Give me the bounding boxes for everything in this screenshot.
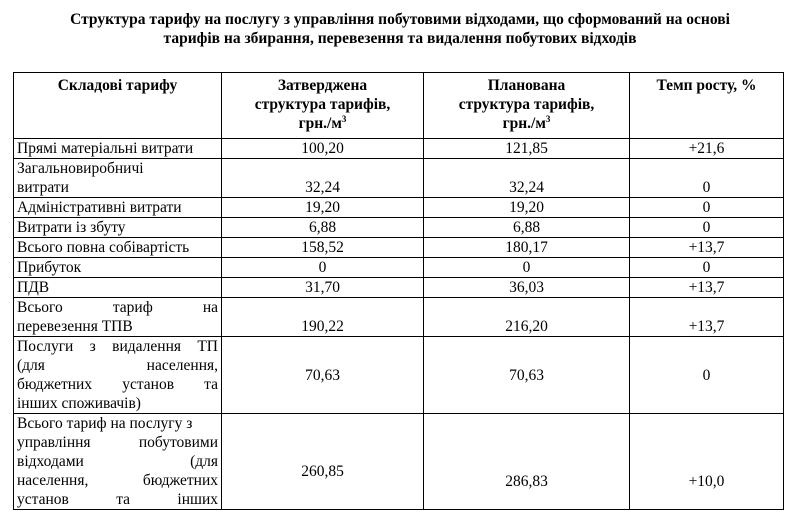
row-growth: 0: [630, 258, 784, 278]
table-header-row: [14, 73, 784, 139]
table-row: [14, 258, 784, 278]
row-name-line: Послуги з видалення ТП: [17, 338, 218, 355]
row-approved: 31,70: [222, 278, 424, 298]
row-name-line: управління побутовими: [17, 434, 218, 451]
row-approved: 0: [222, 258, 424, 278]
row-planned: 19,20: [424, 198, 630, 218]
header-planned: [424, 73, 630, 139]
header-growth-label: Темп росту, %: [656, 77, 757, 94]
row-name-line: населення, бюджетних: [17, 472, 218, 489]
row-planned: 70,63: [424, 337, 630, 414]
header-planned-line-3: [427, 114, 626, 133]
row-name: [14, 298, 222, 337]
header-planned-unit: грн./м: [502, 115, 546, 132]
row-approved: 32,24: [222, 159, 424, 198]
row-approved: 100,20: [222, 139, 424, 159]
row-approved: 190,22: [222, 298, 424, 337]
row-planned: 121,85: [424, 139, 630, 159]
row-planned: 286,83: [424, 414, 630, 510]
header-approved: [222, 73, 424, 139]
row-approved: 19,20: [222, 198, 424, 218]
row-name-line: перевезення ТПВ: [17, 318, 133, 335]
row-growth: +13,7: [630, 278, 784, 298]
row-name-line: Всього тариф на: [17, 299, 218, 316]
row-name-line: Всього тариф на послугу з: [17, 415, 193, 432]
header-planned-line-1: Планована: [487, 77, 566, 94]
row-name-line: бюджетних установ та: [17, 376, 218, 393]
row-growth: 0: [630, 218, 784, 238]
header-approved-line-3: [225, 114, 420, 133]
title-line-1: Структура тарифу на послугу з управління побутовими відходами, що сформований на основі: [70, 11, 730, 28]
row-name: [14, 337, 222, 414]
row-approved: 260,85: [222, 414, 424, 510]
row-name: [14, 159, 222, 198]
row-planned: 216,20: [424, 298, 630, 337]
row-name-line: відходами (для: [17, 453, 218, 470]
row-name: Витрати із збуту: [14, 218, 222, 238]
row-growth: 0: [630, 337, 784, 414]
table-row: [14, 198, 784, 218]
table-row: [14, 159, 784, 198]
table-row: [14, 278, 784, 298]
row-planned: 32,24: [424, 159, 630, 198]
table-row: [14, 298, 784, 337]
row-approved: 158,52: [222, 238, 424, 258]
row-name-line: (для населення,: [17, 357, 218, 374]
row-planned: 180,17: [424, 238, 630, 258]
header-component-label: Складові тарифу: [57, 77, 178, 94]
row-name: [14, 414, 222, 510]
row-approved: 6,88: [222, 218, 424, 238]
table-row: [14, 238, 784, 258]
header-approved-unit: грн./м: [298, 115, 342, 132]
row-growth: +10,0: [630, 414, 784, 510]
header-growth: [630, 73, 784, 139]
row-name-line: установ та інших: [17, 491, 218, 508]
row-name: Прибуток: [14, 258, 222, 278]
header-component: [14, 73, 222, 139]
row-growth: +13,7: [630, 238, 784, 258]
row-name: Адміністративні витрати: [14, 198, 222, 218]
row-growth: +21,6: [630, 139, 784, 159]
row-name-line: Загальновиробничі: [17, 160, 144, 177]
row-growth: 0: [630, 198, 784, 218]
row-planned: 0: [424, 258, 630, 278]
row-name: ПДВ: [14, 278, 222, 298]
title-line-2: тарифів на збирання, перевезення та видалення побутових відходів: [163, 30, 637, 47]
row-growth: 0: [630, 159, 784, 198]
header-planned-unit-exponent: 3: [545, 113, 551, 124]
tariff-structure-table: [13, 72, 784, 510]
header-approved-unit-exponent: 3: [341, 113, 347, 124]
table-row: [14, 414, 784, 510]
row-planned: 6,88: [424, 218, 630, 238]
table-row: [14, 218, 784, 238]
header-approved-line-2: структура тарифів,: [254, 96, 391, 113]
row-name: Всього повна собівартість: [14, 238, 222, 258]
row-approved: 70,63: [222, 337, 424, 414]
row-growth: +13,7: [630, 298, 784, 337]
header-planned-line-2: структура тарифів,: [458, 96, 595, 113]
table-row: [14, 139, 784, 159]
row-name: Прямі матеріальні витрати: [14, 139, 222, 159]
header-approved-line-1: Затверджена: [277, 77, 368, 94]
row-name-line: витрати: [17, 179, 69, 196]
row-planned: 36,03: [424, 278, 630, 298]
table-row: [14, 337, 784, 414]
row-name-line: інших споживачів): [17, 395, 141, 412]
